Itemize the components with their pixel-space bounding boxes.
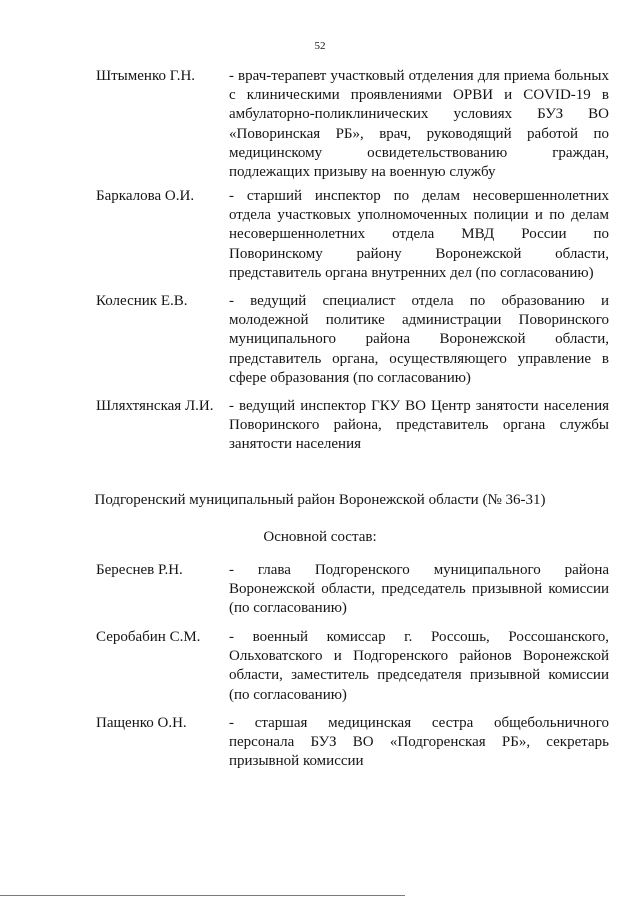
member-description: - старший инспектор по делам несовершеннолетних отдела участковых уполномоченных полиции и по делам несовершеннолетних отдела МВД России по Поворинскому району Воронежской области, представитель органа внутренних дел (по согласованию) — [229, 188, 609, 281]
member-entry — [96, 187, 609, 283]
member-description: - ведущий инспектор ГКУ ВО Центр занятости населения Поворинского района, представитель органа службы занятости населения — [229, 398, 609, 453]
member-name: Пащенко О.Н. — [96, 715, 187, 731]
member-description: - глава Подгоренского муниципального района Воронежской области, председатель призывной комиссии (по согласованию) — [229, 562, 609, 617]
composition-heading: Основной состав: — [263, 529, 377, 545]
member-entry — [96, 714, 609, 772]
member-entry — [96, 561, 609, 619]
member-description: - военный комиссар г. Россошь, Россошанского, Ольховатского и Подгоренского районов Воронежской области, заместитель председателя призывной комиссии (по согласованию) — [229, 629, 609, 703]
member-name: Шляхтянская Л.И. — [96, 398, 214, 414]
member-description: - старшая медицинская сестра общебольничного персонала БУЗ ВО «Подгоренская РБ», секретарь призывной комиссии — [229, 715, 609, 770]
member-name: Колесник Е.В. — [96, 293, 188, 309]
member-description: - врач-терапевт участковый отделения для приема больных с клиническими проявлениями ОРВИ и COVID-19 в амбулаторно-поликлинических условиях БУЗ ВО «Поворинская РБ», врач, руководящий работой по медицинскому освидетельствованию граждан, подлежащих призыву на военную службу — [229, 68, 609, 181]
district-heading: Подгоренский муниципальный район Воронежской области (№ 36-31) — [94, 492, 546, 508]
member-name: Серобабин С.М. — [96, 629, 201, 645]
page-bottom-divider — [0, 895, 405, 896]
member-entry — [96, 67, 609, 182]
member-entry — [96, 292, 609, 388]
member-name: Штыменко Г.Н. — [96, 68, 196, 84]
member-entry — [96, 628, 609, 705]
member-name: Береснев Р.Н. — [96, 562, 183, 578]
page-number: 52 — [314, 40, 326, 52]
member-description: - ведущий специалист отдела по образованию и молодежной политике администрации Поворинского муниципального района Воронежской области, представитель органа, осуществляющего управление в сфере образования (по согласованию) — [229, 293, 609, 386]
member-name: Баркалова О.И. — [96, 188, 195, 204]
member-entry — [96, 397, 609, 455]
